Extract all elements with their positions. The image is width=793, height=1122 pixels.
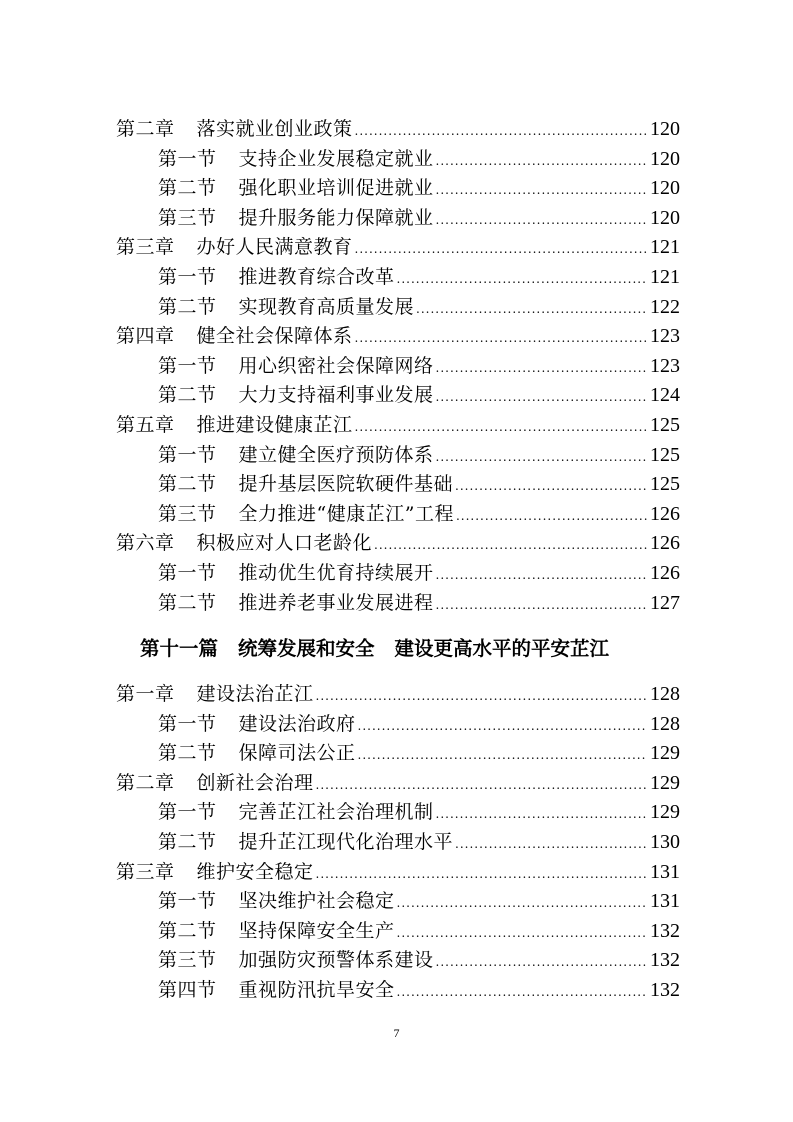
dot-leader bbox=[455, 830, 647, 860]
toc-entry-title: 用心织密社会保障网络 bbox=[238, 354, 434, 377]
toc-page-number: 129 bbox=[650, 771, 680, 794]
toc-entry-title: 大力支持福利事业发展 bbox=[238, 384, 434, 407]
dot-leader bbox=[374, 531, 647, 561]
toc-entry-label bbox=[158, 263, 395, 293]
toc-entry-label bbox=[158, 798, 434, 828]
toc-entry-label bbox=[158, 293, 414, 323]
dot-leader bbox=[397, 889, 647, 919]
toc-entry-number: 第一节 bbox=[158, 712, 217, 735]
toc-entry-number: 第二节 bbox=[158, 831, 217, 854]
toc-entry-title: 建立健全医疗预防体系 bbox=[238, 443, 434, 466]
toc-section-entry[interactable] bbox=[116, 798, 680, 828]
dot-leader bbox=[397, 265, 647, 295]
toc-entry-label bbox=[158, 470, 453, 500]
toc-entry-number: 第一节 bbox=[158, 147, 217, 170]
toc-entry-title: 坚决维护社会稳定 bbox=[238, 890, 395, 913]
part-title-a: 统筹发展和安全 bbox=[238, 637, 375, 661]
toc-entry-title: 积极应对人口老龄化 bbox=[196, 532, 373, 555]
toc-page-number: 132 bbox=[650, 979, 680, 1002]
toc-chapter-entry[interactable] bbox=[116, 858, 680, 888]
toc-section-entry[interactable] bbox=[116, 946, 680, 976]
toc-page-number: 126 bbox=[650, 561, 680, 584]
toc-entry-number: 第二节 bbox=[158, 473, 217, 496]
toc-section-entry[interactable] bbox=[116, 887, 680, 917]
toc-section-entry[interactable] bbox=[116, 559, 680, 589]
toc-entry-label bbox=[116, 769, 314, 799]
toc-section-entry[interactable] bbox=[116, 976, 680, 1006]
toc-entry-number: 第一节 bbox=[158, 561, 217, 584]
toc-entry-label bbox=[158, 352, 434, 382]
toc-page-number: 132 bbox=[650, 949, 680, 972]
toc-page-number: 120 bbox=[650, 206, 680, 229]
toc-page-number: 122 bbox=[650, 295, 680, 318]
toc-page-number: 124 bbox=[650, 384, 680, 407]
toc-part11-entries bbox=[116, 680, 680, 1006]
toc-entry-number: 第六章 bbox=[116, 532, 175, 555]
toc-entry-title: 实现教育高质量发展 bbox=[238, 295, 415, 318]
dot-leader bbox=[436, 800, 647, 830]
toc-entry-title: 推进养老事业发展进程 bbox=[238, 591, 434, 614]
dot-leader bbox=[436, 591, 647, 621]
toc-page-number: 120 bbox=[650, 177, 680, 200]
toc-section-entry[interactable] bbox=[116, 710, 680, 740]
dot-leader bbox=[358, 741, 647, 771]
toc-chapter-entry[interactable] bbox=[116, 769, 680, 799]
toc-page-number: 127 bbox=[650, 591, 680, 614]
toc-entry-label bbox=[158, 828, 453, 858]
toc-entry-label bbox=[158, 500, 454, 530]
toc-section-entry[interactable] bbox=[116, 739, 680, 769]
toc-entry-number: 第二节 bbox=[158, 177, 217, 200]
toc-entry-title: 加强防灾预警体系建设 bbox=[238, 949, 434, 972]
toc-section-entry[interactable] bbox=[116, 145, 680, 175]
toc-section-entry[interactable] bbox=[116, 589, 680, 619]
dot-leader bbox=[436, 206, 647, 236]
toc-entry-title: 办好人民满意教育 bbox=[196, 236, 353, 259]
part-heading[interactable] bbox=[116, 618, 680, 680]
toc-page-number: 129 bbox=[650, 742, 680, 765]
toc-chapter-entry[interactable] bbox=[116, 529, 680, 559]
toc-page-number: 123 bbox=[650, 325, 680, 348]
toc-chapter-entry[interactable] bbox=[116, 115, 680, 145]
dot-leader bbox=[436, 443, 647, 473]
toc-section-entry[interactable] bbox=[116, 828, 680, 858]
dot-leader bbox=[436, 176, 647, 206]
toc-entry-label bbox=[116, 322, 353, 352]
dot-leader bbox=[436, 354, 647, 384]
dot-leader bbox=[436, 383, 647, 413]
dot-leader bbox=[316, 860, 647, 890]
toc-entry-label bbox=[158, 441, 434, 471]
dot-leader bbox=[397, 919, 647, 949]
toc-page-number: 131 bbox=[650, 890, 680, 913]
toc-page-number: 126 bbox=[650, 502, 680, 525]
toc-chapter-entry[interactable] bbox=[116, 411, 680, 441]
toc-entry-number: 第一章 bbox=[116, 683, 175, 706]
toc-entry-label bbox=[116, 858, 314, 888]
toc-page-number: 121 bbox=[650, 265, 680, 288]
toc-entry-title: 健全社会保障体系 bbox=[196, 325, 353, 348]
toc-entry-label bbox=[158, 589, 434, 619]
toc-entry-number: 第二节 bbox=[158, 591, 217, 614]
toc-entry-label bbox=[158, 917, 395, 947]
toc-entry-title: 建设法治政府 bbox=[238, 712, 356, 735]
toc-entry-label bbox=[158, 710, 356, 740]
toc-entry-number: 第一节 bbox=[158, 265, 217, 288]
toc-entry-number: 第四节 bbox=[158, 979, 217, 1002]
toc-entry-title: 重视防汛抗旱安全 bbox=[238, 979, 395, 1002]
part-title-b: 建设更高水平的平安芷江 bbox=[394, 637, 610, 661]
toc-page-number: 131 bbox=[650, 860, 680, 883]
toc-entry-title: 全力推进“健康芷江”工程 bbox=[238, 502, 454, 525]
table-of-contents bbox=[116, 115, 680, 1006]
toc-entry-number: 第二章 bbox=[116, 118, 175, 140]
toc-entry-number: 第三章 bbox=[116, 236, 175, 259]
toc-entry-title: 落实就业创业政策 bbox=[196, 118, 353, 140]
dot-leader bbox=[397, 978, 647, 1008]
toc-entry-title: 坚持保障安全生产 bbox=[238, 919, 395, 942]
toc-page-number: 121 bbox=[650, 236, 680, 259]
toc-page-number: 130 bbox=[650, 831, 680, 854]
toc-entry-number: 第五章 bbox=[116, 413, 175, 436]
part-number: 第十一篇 bbox=[140, 637, 219, 661]
toc-page-number: 128 bbox=[650, 683, 680, 706]
toc-entry-title: 推动优生优育持续展开 bbox=[238, 561, 434, 584]
toc-entry-label bbox=[158, 739, 356, 769]
toc-section-entry[interactable] bbox=[116, 470, 680, 500]
toc-entry-number: 第四章 bbox=[116, 325, 175, 348]
toc-entry-label bbox=[158, 174, 434, 204]
toc-chapter-entry[interactable] bbox=[116, 233, 680, 263]
toc-entry-number: 第一节 bbox=[158, 354, 217, 377]
toc-entry-number: 第二节 bbox=[158, 742, 217, 765]
dot-leader bbox=[436, 561, 647, 591]
toc-entry-number: 第三节 bbox=[158, 206, 217, 229]
toc-entry-title: 支持企业发展稳定就业 bbox=[238, 147, 434, 170]
dot-leader bbox=[358, 712, 647, 742]
dot-leader bbox=[456, 502, 647, 532]
toc-page-number: 125 bbox=[650, 413, 680, 436]
dot-leader bbox=[316, 771, 647, 801]
dot-leader bbox=[316, 682, 647, 712]
dot-leader bbox=[355, 324, 647, 354]
toc-entry-number: 第一节 bbox=[158, 890, 217, 913]
toc-entry-label bbox=[158, 976, 395, 1006]
toc-page-number: 126 bbox=[650, 532, 680, 555]
toc-entry-label bbox=[158, 887, 395, 917]
toc-entry-label bbox=[116, 680, 314, 710]
toc-entry-number: 第三节 bbox=[158, 949, 217, 972]
toc-entry-label bbox=[116, 233, 353, 263]
toc-page-number: 120 bbox=[650, 118, 680, 140]
toc-chapter-entry[interactable] bbox=[116, 680, 680, 710]
toc-entry-number: 第二节 bbox=[158, 384, 217, 407]
toc-part10-entries bbox=[116, 115, 680, 618]
dot-leader bbox=[455, 472, 647, 502]
toc-page-number: 128 bbox=[650, 712, 680, 735]
toc-section-entry[interactable] bbox=[116, 352, 680, 382]
toc-entry-label bbox=[158, 204, 434, 234]
toc-entry-number: 第一节 bbox=[158, 801, 217, 824]
dot-leader bbox=[436, 948, 647, 978]
toc-section-entry[interactable] bbox=[116, 263, 680, 293]
toc-page-number: 125 bbox=[650, 443, 680, 466]
toc-section-entry[interactable] bbox=[116, 500, 680, 530]
toc-entry-title: 提升芷江现代化治理水平 bbox=[238, 831, 454, 854]
toc-chapter-entry[interactable] bbox=[116, 322, 680, 352]
toc-entry-title: 完善芷江社会治理机制 bbox=[238, 801, 434, 824]
toc-entry-label bbox=[116, 115, 353, 145]
dot-leader bbox=[355, 235, 647, 265]
toc-page-number: 120 bbox=[650, 147, 680, 170]
toc-section-entry[interactable] bbox=[116, 441, 680, 471]
toc-entry-number: 第二节 bbox=[158, 295, 217, 318]
dot-leader bbox=[355, 117, 647, 147]
toc-page-number: 132 bbox=[650, 919, 680, 942]
toc-entry-title: 强化职业培训促进就业 bbox=[238, 177, 434, 200]
page-number: 7 bbox=[393, 1026, 400, 1040]
toc-section-entry[interactable] bbox=[116, 204, 680, 234]
toc-entry-title: 保障司法公正 bbox=[238, 742, 356, 765]
dot-leader bbox=[416, 295, 647, 325]
dot-leader bbox=[355, 413, 647, 443]
toc-page-number: 123 bbox=[650, 354, 680, 377]
toc-entry-title: 建设法治芷江 bbox=[196, 683, 314, 706]
toc-section-entry[interactable] bbox=[116, 381, 680, 411]
toc-entry-label bbox=[158, 145, 434, 175]
toc-entry-label bbox=[116, 529, 372, 559]
toc-entry-title: 维护安全稳定 bbox=[196, 860, 314, 883]
toc-entry-number: 第一节 bbox=[158, 443, 217, 466]
toc-entry-title: 提升服务能力保障就业 bbox=[238, 206, 434, 229]
toc-entry-title: 创新社会治理 bbox=[196, 771, 314, 794]
toc-entry-number: 第三章 bbox=[116, 860, 175, 883]
dot-leader bbox=[436, 147, 647, 177]
toc-section-entry[interactable] bbox=[116, 174, 680, 204]
toc-entry-title: 推进教育综合改革 bbox=[238, 265, 395, 288]
toc-entry-title: 提升基层医院软硬件基础 bbox=[238, 473, 454, 496]
toc-entry-number: 第二节 bbox=[158, 919, 217, 942]
toc-entry-label bbox=[116, 411, 353, 441]
toc-page-number: 129 bbox=[650, 801, 680, 824]
toc-entry-number: 第三节 bbox=[158, 502, 217, 525]
toc-page-number: 125 bbox=[650, 473, 680, 496]
toc-entry-label bbox=[158, 559, 434, 589]
toc-entry-label bbox=[158, 381, 434, 411]
toc-entry-number: 第二章 bbox=[116, 771, 175, 794]
toc-entry-title: 推进建设健康芷江 bbox=[196, 413, 353, 436]
toc-section-entry[interactable] bbox=[116, 917, 680, 947]
toc-entry-label bbox=[158, 946, 434, 976]
toc-section-entry[interactable] bbox=[116, 293, 680, 323]
